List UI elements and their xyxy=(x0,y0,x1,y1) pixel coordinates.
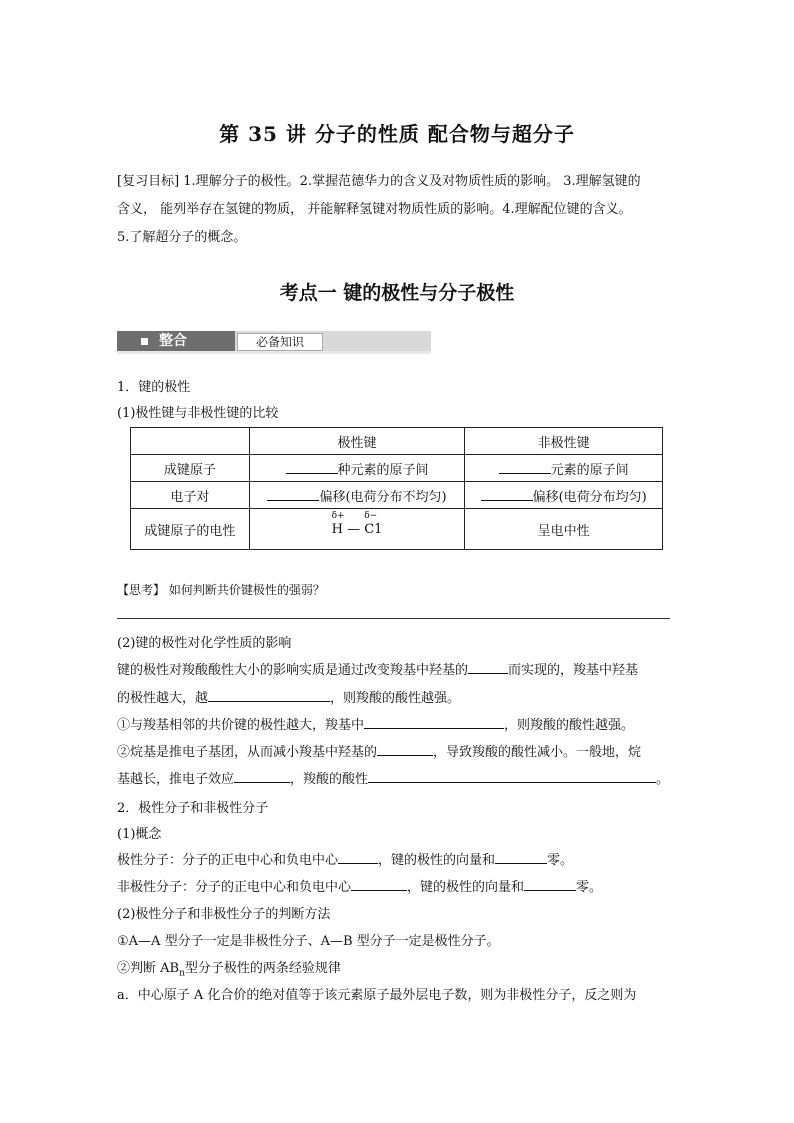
atom-h xyxy=(331,510,345,537)
text: 极性分子：分子的正电中心和负电中心 xyxy=(117,853,339,868)
table-row xyxy=(131,482,663,509)
text: ，键的极性的向量和 xyxy=(378,853,496,868)
answer-line[interactable] xyxy=(117,618,670,619)
text: 的极性越大，越 xyxy=(117,691,209,706)
text: 型分子极性的两条经验规律 xyxy=(184,961,341,976)
atom-symbol: C1 xyxy=(364,521,383,537)
table-cell xyxy=(465,455,663,482)
bond-dash: — xyxy=(347,521,361,537)
goals-line: [复习目标] 1.理解分子的极性。2.掌握范德华力的含义及对物质性质的影响。 3.理解氢键的 xyxy=(117,174,641,189)
text: ②烷基是推电子基团，从而减小羧基中羟基的 xyxy=(117,745,378,760)
rule-line: a．中心原子 A 化合价的绝对值等于该元素原子最外层电子数，则为非极性分子，反之则为 xyxy=(117,988,637,1003)
rule-line xyxy=(117,957,341,979)
goals-line: 含义， 能列举存在氢键的物质， 并能解释氢键对物质性质的影响。4.理解配位键的含义。 xyxy=(117,202,632,217)
subheading-concept: (1)概念 xyxy=(117,827,162,842)
square-bullet-icon xyxy=(141,338,148,345)
text: ，导致羧酸的酸性减小。一般地，烷 xyxy=(433,745,642,760)
table-cell xyxy=(249,455,465,482)
text: ，则羧酸的酸性越强。 xyxy=(504,718,635,733)
cell-text: 种元素的原子间 xyxy=(337,462,429,478)
subheading-influence: (2)键的极性对化学性质的影响 xyxy=(117,636,292,651)
heading-polar-molecules: 2．极性分子和非极性分子 xyxy=(117,801,269,816)
table-row xyxy=(131,455,663,482)
fill-blank[interactable] xyxy=(481,486,533,501)
table-cell xyxy=(465,482,663,509)
bond-comparison-table xyxy=(130,427,663,550)
text: 零。 xyxy=(576,880,603,895)
fill-blank[interactable] xyxy=(499,459,551,474)
fill-blank[interactable] xyxy=(377,741,433,756)
heading-bond-polarity: 1．键的极性 xyxy=(117,380,191,395)
cell-text: 偏移(电荷分布不均匀) xyxy=(319,489,447,505)
think-prompt: 【思考】 如何判断共价键极性的强弱？ xyxy=(117,583,325,597)
fill-blank[interactable] xyxy=(208,687,330,702)
delta-plus: δ+ xyxy=(331,510,345,521)
subscript: n xyxy=(179,968,185,979)
subheading-comparison: (1)极性键与非极性键的比较 xyxy=(117,406,279,421)
table-row xyxy=(131,509,663,550)
fill-blank[interactable] xyxy=(468,659,508,674)
table-cell xyxy=(131,428,250,455)
page-title: 第 35 讲 分子的性质 配合物与超分子 xyxy=(219,122,575,146)
text: 。 xyxy=(656,772,670,787)
rule-line: ①A—A 型分子一定是非极性分子、A—B 型分子一定是极性分子。 xyxy=(117,934,500,949)
subheading-method: (2)极性分子和非极性分子的判断方法 xyxy=(117,907,331,922)
fill-blank[interactable] xyxy=(286,459,338,474)
goals-line: 5.了解超分子的概念。 xyxy=(117,230,247,245)
table-header: 非极性键 xyxy=(465,428,663,455)
paragraph-line xyxy=(117,714,634,733)
table-row xyxy=(131,428,663,455)
banner-tag: 整合 xyxy=(159,333,187,349)
text: 而实现的，羧基中羟基 xyxy=(508,663,639,678)
polar-formula-cell xyxy=(249,509,465,550)
table-cell xyxy=(249,482,465,509)
table-header: 极性键 xyxy=(249,428,465,455)
fill-blank[interactable] xyxy=(267,486,319,501)
paragraph-line xyxy=(117,876,602,895)
fill-blank[interactable] xyxy=(364,714,504,729)
paragraph-line xyxy=(117,659,638,678)
text: ，则羧酸的酸性越强。 xyxy=(330,691,461,706)
fill-blank[interactable] xyxy=(368,768,656,783)
paragraph-line xyxy=(117,768,669,787)
text: 零。 xyxy=(547,853,574,868)
text: ，羧酸的酸性 xyxy=(290,772,369,787)
fill-blank[interactable] xyxy=(524,876,576,891)
paragraph-line xyxy=(117,687,460,706)
row-label: 电子对 xyxy=(131,482,250,509)
atom-symbol: H xyxy=(331,521,343,537)
text: ①与羧基相邻的共价键的极性越大，羧基中 xyxy=(117,718,365,733)
text: ②判断 AB xyxy=(117,961,180,976)
row-label: 成键原子的电性 xyxy=(131,509,250,550)
atom-cl xyxy=(364,510,383,537)
text: 基越长，推电子效应 xyxy=(117,772,235,787)
review-goals xyxy=(117,168,682,252)
text: 键的极性对羧酸酸性大小的影响实质是通过改变羧基中羟基的 xyxy=(117,663,469,678)
delta-minus: δ− xyxy=(364,510,378,521)
fill-blank[interactable] xyxy=(495,849,547,864)
fill-blank[interactable] xyxy=(338,849,378,864)
cell-text: 偏移(电荷分布均匀) xyxy=(532,489,647,505)
paragraph-line xyxy=(117,741,641,760)
paragraph-line xyxy=(117,849,573,868)
fill-blank[interactable] xyxy=(351,876,407,891)
row-label: 成键原子 xyxy=(131,455,250,482)
cell-text: 元素的原子间 xyxy=(550,462,629,478)
fill-blank[interactable] xyxy=(234,768,290,783)
section-title: 考点一 键的极性与分子极性 xyxy=(279,282,515,304)
banner-subtag: 必备知识 xyxy=(237,333,323,351)
text: ，键的极性的向量和 xyxy=(407,880,525,895)
section-banner xyxy=(117,331,431,354)
table-cell: 呈电中性 xyxy=(465,509,663,550)
text: 非极性分子：分子的正电中心和负电中心 xyxy=(117,880,352,895)
